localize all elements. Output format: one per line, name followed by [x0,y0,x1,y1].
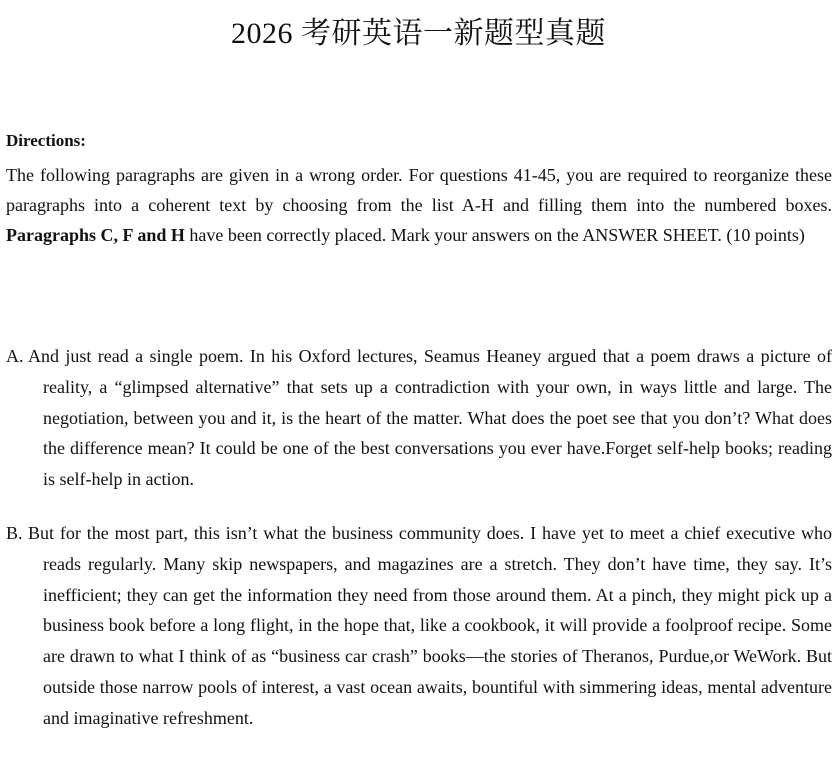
directions-text-part: The following paragraphs are given in a wrong order. For questions 41-45, you are required to reorganize these paragraphs into a coherent text by choosing from the list A-H and filling them into the numbered boxes. [6,165,832,215]
paragraph-letter: B. [6,523,23,543]
directions-bold-text: Paragraphs C, F and H [6,225,185,245]
page-title: 2026 考研英语一新题型真题 [231,17,606,50]
paragraph-text: But for the most part, this isn’t what the business community does. I have yet to meet a chief executive who reads regularly. Many skip newspapers, and magazines are a stretch. They don’t have time, they say. It’s inefficient; they can get the information they need from those around them. At a pinch, they might pick up a business book before a long flight, in the hope that, like a cookbook, it will provide a foolproof recipe. Some are drawn to what I think of as “business car crash” books—the stories of Theranos, Purdue,or WeWork. But outside those narrow pools of interest, a vast ocean awaits, bountiful with simmering ideas, mental adventure and imaginative refreshment. [28,523,832,728]
directions-text-part: have been correctly placed. Mark your answers on the ANSWER SHEET. (10 points) [184,225,805,245]
paragraph-a [6,341,832,495]
paragraph-text: And just read a single poem. In his Oxford lectures, Seamus Heaney argued that a poem draws a picture of reality, a “glimpsed alternative” that sets up a contradiction with your own, in ways little and large. The negotiation, between you and it, is the heart of the matter. What does the poet see that you don’t? What does the difference mean? It could be one of the best conversations you ever have.Forget self-help books; reading is self-help in action. [28,346,832,490]
paragraph-b [6,518,832,734]
directions-label: Directions: [6,131,86,150]
paragraph-letter: A. [6,346,24,366]
directions-text [6,160,832,250]
